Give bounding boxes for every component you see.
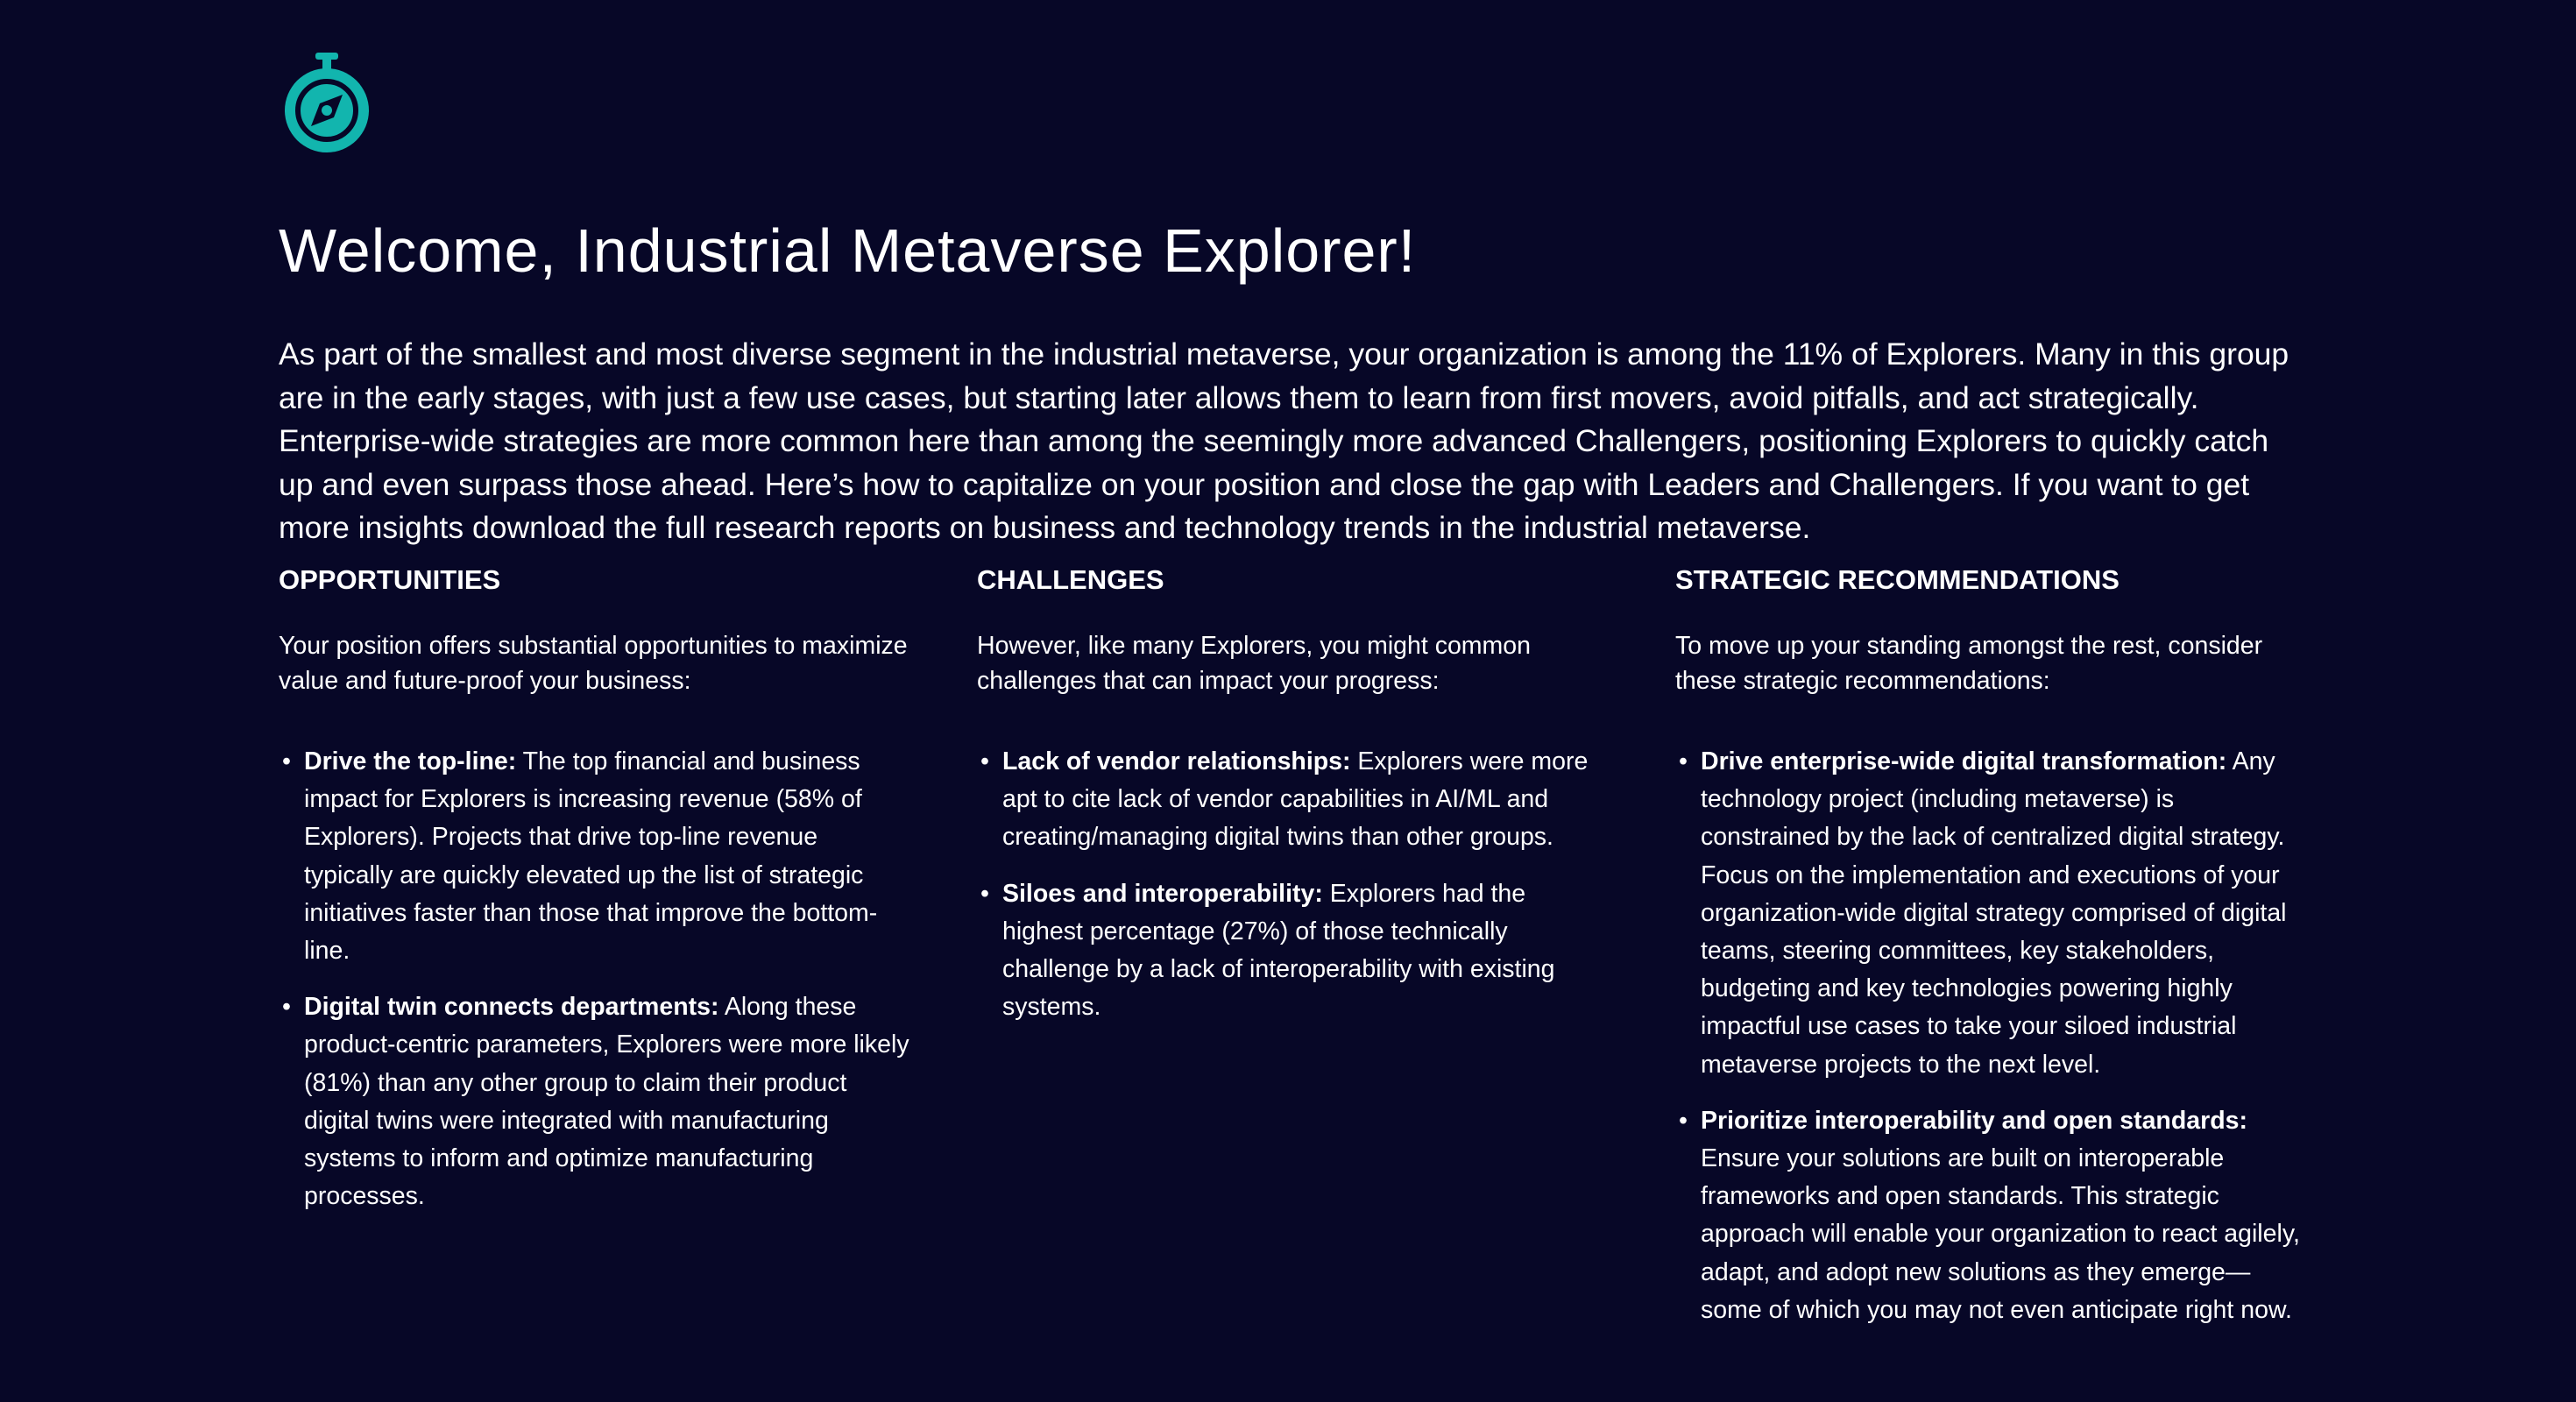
item-title: Drive enterprise-wide digital transformation: xyxy=(1701,747,2227,775)
item-title: Lack of vendor relationships: xyxy=(1002,747,1351,775)
bullet-icon: • xyxy=(1679,747,1688,775)
compass-stopwatch-icon xyxy=(279,51,375,154)
recommendations-section xyxy=(1675,563,2306,1348)
bullet-icon: • xyxy=(282,993,291,1022)
item-text: Ensure your solutions are built on interoperable frameworks and open standards. This strategic approach will enable your organization to react agilely, adapt, and adopt new solutions as they emerge—some of which you may not even anticipate right now. xyxy=(1701,1144,2300,1324)
intro-paragraph: As part of the smallest and most diverse segment in the industrial metaverse, your organization is among the 11% of Explorers. Many in this group are in the early stages, with just a few use cases, but starting later allows them to learn from first movers, avoid pitfalls, and act strategically. Enterprise-wide strategies are more common here than among the seemingly more advanced Challengers, positioning Explorers to quickly catch up and even surpass those ahead. Here’s how to capitalize on your position and close the gap with Leaders and Challengers. If you want to get more insights download the full research reports on business and technology trends in the industrial metaverse. xyxy=(279,336,2289,546)
bullet-icon: • xyxy=(1679,1106,1688,1135)
item-text: Any technology project (including metaverse) is constrained by the lack of centralized digital strategy. Focus on the implementation and executions of your organization-wide digital strategy comprised of digital teams, steering committees, key stakeholders, budgeting and key technologies powering highly impactful use cases to take your siloed industrial metaverse projects to the next level. xyxy=(1701,747,2287,1079)
list-item xyxy=(980,875,1608,1027)
bullet-icon: • xyxy=(980,879,989,908)
list-item xyxy=(282,988,909,1215)
main-content xyxy=(279,51,2300,1324)
item-text: Explorers were more apt to cite lack of vendor capabilities in AI/ML and creating/managing digital twins than other groups. xyxy=(1002,747,1589,852)
bullet-list xyxy=(279,743,909,1215)
list-item xyxy=(980,743,1608,857)
list-item xyxy=(1679,743,2306,1084)
section-lead: Your position offers substantial opportunities to maximize value and future-proof your business: xyxy=(279,632,908,695)
bullet-icon: • xyxy=(980,747,989,775)
item-text: Explorers had the highest percentage (27%) of those technically challenge by a lack of interoperability with existing systems. xyxy=(1002,879,1555,1022)
item-title: Digital twin connects departments: xyxy=(304,993,719,1022)
item-title: Prioritize interoperability and open standards: xyxy=(1701,1106,2247,1135)
item-title: Drive the top-line: xyxy=(304,747,517,775)
list-item xyxy=(282,743,909,970)
item-text: The top financial and business impact for Explorers is increasing revenue (58% of Explorers). Projects that drive top-line revenue typically are quickly elevated up the list of strategic initiatives faster than those that improve the bottom-line. xyxy=(304,747,878,966)
bullet-list xyxy=(1675,743,2306,1329)
section-lead: However, like many Explorers, you might common challenges that can impact your progress: xyxy=(977,632,1531,695)
item-text: Along these product-centric parameters, Explorers were more likely (81%) than any other group to claim their product digital twins were integrated with manufacturing systems to inform and optimize manufacturing processes. xyxy=(304,993,909,1211)
list-item xyxy=(1679,1102,2306,1329)
section-heading: OPPORTUNITIES xyxy=(279,564,501,595)
challenges-section xyxy=(977,563,1608,1044)
columns xyxy=(279,563,2300,1402)
page-title: Welcome, Industrial Metaverse Explorer! xyxy=(279,216,1417,285)
section-heading: CHALLENGES xyxy=(977,564,1164,595)
item-title: Siloes and interoperability: xyxy=(1002,879,1323,908)
bullet-list xyxy=(977,743,1608,1026)
opportunities-section xyxy=(279,563,909,1234)
section-heading: STRATEGIC RECOMMENDATIONS xyxy=(1675,564,2120,595)
bullet-icon: • xyxy=(282,747,291,775)
section-lead: To move up your standing amongst the rest, consider these strategic recommendations: xyxy=(1675,632,2263,695)
